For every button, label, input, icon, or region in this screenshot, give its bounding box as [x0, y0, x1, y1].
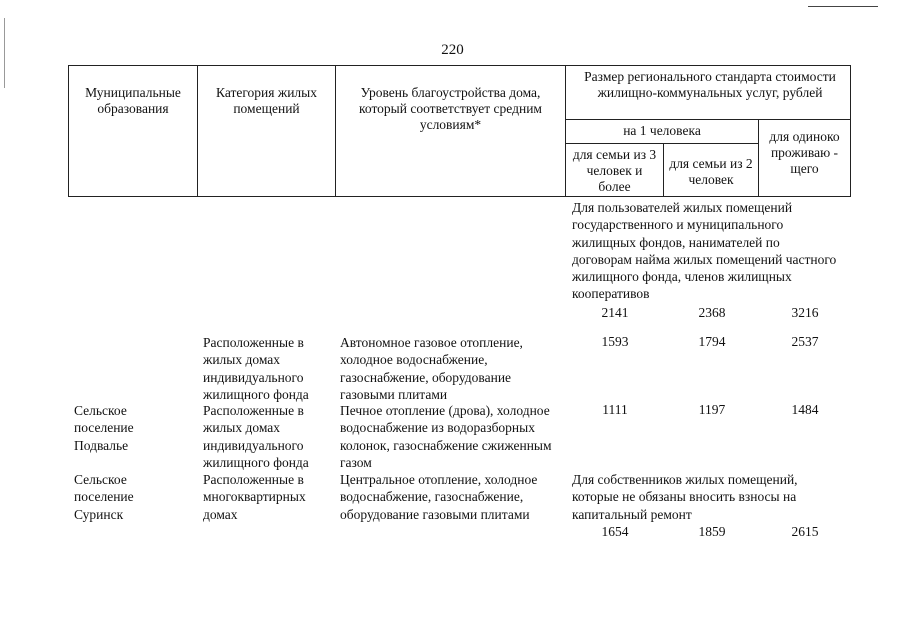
row3-value-family2: 1197: [698, 402, 726, 417]
row4-note: Для собственников жилых помещений, которые не обязаны вносить взносы на капитальный ремонт: [572, 472, 798, 522]
row4-value-single: 2615: [791, 524, 819, 539]
row1-value-single: 3216: [791, 305, 819, 320]
note-users: Для пользователей жилых помещений государственного и муниципального жилищных фондов, нанимателей по договорам найма жилых помещений частного жилищного фонда, членов жилищных кооперативов: [572, 200, 837, 302]
row4-value-family2: 1859: [698, 524, 726, 539]
row3-level: Печное отопление (дрова), холодное водоснабжение из водоразборных колонок, газоснабжение сжиженным газом: [340, 403, 552, 470]
row3-value-family3: 1111: [602, 402, 628, 417]
row2-category: Расположенные в жилых домах индивидуального жилищного фонда: [203, 335, 309, 402]
row2-value-family2: 1794: [698, 334, 726, 349]
header-family3: для семьи из 3 человек и более: [566, 144, 664, 197]
header-family2: для семьи из 2 человек: [664, 144, 759, 197]
table-header: [68, 65, 851, 197]
row2-value-family3: 1593: [601, 334, 629, 349]
row4-level: Центральное отопление, холодное водоснабжение, газоснабжение, оборудование газовыми плитами: [340, 472, 538, 522]
row1-value-family2: 2368: [698, 305, 726, 320]
row2-value-single: 2537: [791, 334, 819, 349]
row3-category: Расположенные в жилых домах индивидуального жилищного фонда: [203, 403, 309, 470]
row3-municipality: Сельское поселение Подвалье: [74, 403, 134, 453]
header-per-person: на 1 человека: [566, 120, 759, 144]
header-level: Уровень благоустройства дома, который соответствует средним условиям*: [336, 66, 566, 197]
row2-level: Автономное газовое отопление, холодное водоснабжение, газоснабжение, оборудование газовыми плитами: [340, 335, 523, 402]
row4-municipality: Сельское поселение Суринск: [74, 472, 134, 522]
header-single: для одиноко проживаю - щего: [759, 120, 851, 197]
header-standard: Размер регионального стандарта стоимости жилищно-коммунальных услуг, рублей: [566, 66, 851, 120]
header-category: Категория жилых помещений: [198, 66, 336, 197]
page-number: 220: [441, 42, 464, 58]
header-municipality: Муниципальные образования: [69, 66, 198, 197]
row4-value-family3: 1654: [601, 524, 629, 539]
row3-value-single: 1484: [791, 402, 819, 417]
row1-value-family3: 2141: [601, 305, 629, 320]
top-rule: [808, 6, 878, 7]
row4-category: Расположенные в многоквартирных домах: [203, 472, 306, 522]
